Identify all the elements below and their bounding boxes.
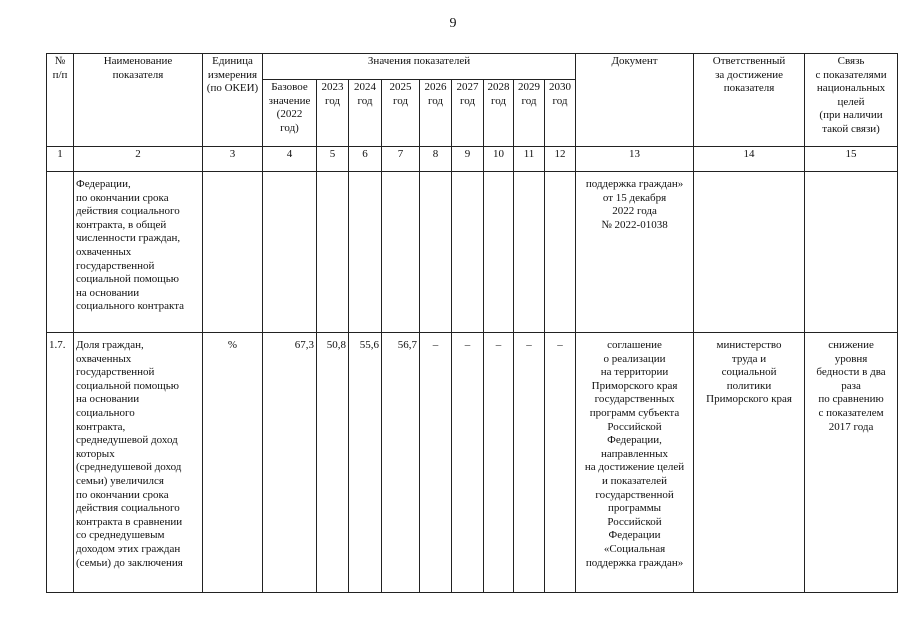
value-2024 [349, 172, 382, 333]
column-number-row [47, 147, 898, 172]
indicator-name: Федерации, по окончании срока действия социального контракта, в общей численности граждан, охваченных государственной социальной помощью на основании социального контракта [74, 172, 203, 333]
value-2024: 55,6 [349, 333, 382, 593]
indicator-name: Доля граждан, охваченных государственной социальной помощью на основании социального контракта, среднедушевой доход которых (среднедушевой доход семьи) увеличился по окончании срока действия социального контракта в сравнении со среднедушевым доходом этих граждан (семьи) до заключения [74, 333, 203, 593]
indicator-unit [203, 172, 263, 333]
value-2023 [317, 172, 349, 333]
header-col-responsible: Ответственный за достижение показателя [694, 54, 805, 147]
header-col-2028: 2028 год [484, 80, 514, 147]
indicators-table [46, 53, 898, 593]
value-base [263, 172, 317, 333]
responsible-text: министерство труда и социальной политики Приморского края [694, 333, 805, 593]
value-2029: – [514, 333, 545, 593]
value-2028 [484, 172, 514, 333]
value-2030: – [545, 333, 576, 593]
responsible-text [694, 172, 805, 333]
table-row [47, 333, 898, 593]
indicator-unit: % [203, 333, 263, 593]
page-number: 9 [449, 16, 457, 31]
national-goal-link [805, 172, 898, 333]
column-number: 3 [203, 147, 263, 172]
column-number: 6 [349, 147, 382, 172]
column-number: 1 [47, 147, 74, 172]
value-2025: 56,7 [382, 333, 420, 593]
table-row [47, 172, 898, 333]
value-2029 [514, 172, 545, 333]
header-row-top [47, 54, 898, 80]
value-2026 [420, 172, 452, 333]
column-number: 8 [420, 147, 452, 172]
header-col-unit: Единица измерения (по ОКЕИ) [203, 54, 263, 147]
value-2028: – [484, 333, 514, 593]
column-number: 15 [805, 147, 898, 172]
value-2026: – [420, 333, 452, 593]
national-goal-link: снижение уровня бедности в два раза по сравнению с показателем 2017 года [805, 333, 898, 593]
header-col-2024: 2024 год [349, 80, 382, 147]
value-base: 67,3 [263, 333, 317, 593]
header-col-2027: 2027 год [452, 80, 484, 147]
header-col-base: Базовое значение (2022 год) [263, 80, 317, 147]
header-col-2030: 2030 год [545, 80, 576, 147]
header-col-document: Документ [576, 54, 694, 147]
header-col-link-cell [805, 54, 898, 147]
header-col-link: Связь с показателями национальных целей (при наличии такой связи) [815, 55, 887, 135]
column-number: 12 [545, 147, 576, 172]
header-col-2029: 2029 год [514, 80, 545, 147]
value-2030 [545, 172, 576, 333]
document-text: поддержка граждан» от 15 декабря 2022 года № 2022-01038 [576, 172, 694, 333]
column-number: 2 [74, 147, 203, 172]
header-values-group: Значения показателей [263, 54, 576, 80]
value-2027 [452, 172, 484, 333]
value-2023: 50,8 [317, 333, 349, 593]
header-col-2025: 2025 год [382, 80, 420, 147]
value-2025 [382, 172, 420, 333]
column-number: 10 [484, 147, 514, 172]
row-number [47, 172, 74, 333]
column-number: 14 [694, 147, 805, 172]
value-2027: – [452, 333, 484, 593]
column-number: 4 [263, 147, 317, 172]
row-number: 1.7. [47, 333, 74, 593]
header-col-2026: 2026 год [420, 80, 452, 147]
header-col-number: № п/п [47, 54, 74, 147]
header-col-2023: 2023 год [317, 80, 349, 147]
column-number: 5 [317, 147, 349, 172]
column-number: 13 [576, 147, 694, 172]
header-col-name: Наименование показателя [74, 54, 203, 147]
column-number: 11 [514, 147, 545, 172]
column-number: 7 [382, 147, 420, 172]
document-text: соглашение о реализации на территории Приморского края государственных программ субъекта Российской Федерации, направленных на достижение целей и показателей государственной программы Российской Федерации «Социальная поддержка граждан» [576, 333, 694, 593]
column-number: 9 [452, 147, 484, 172]
